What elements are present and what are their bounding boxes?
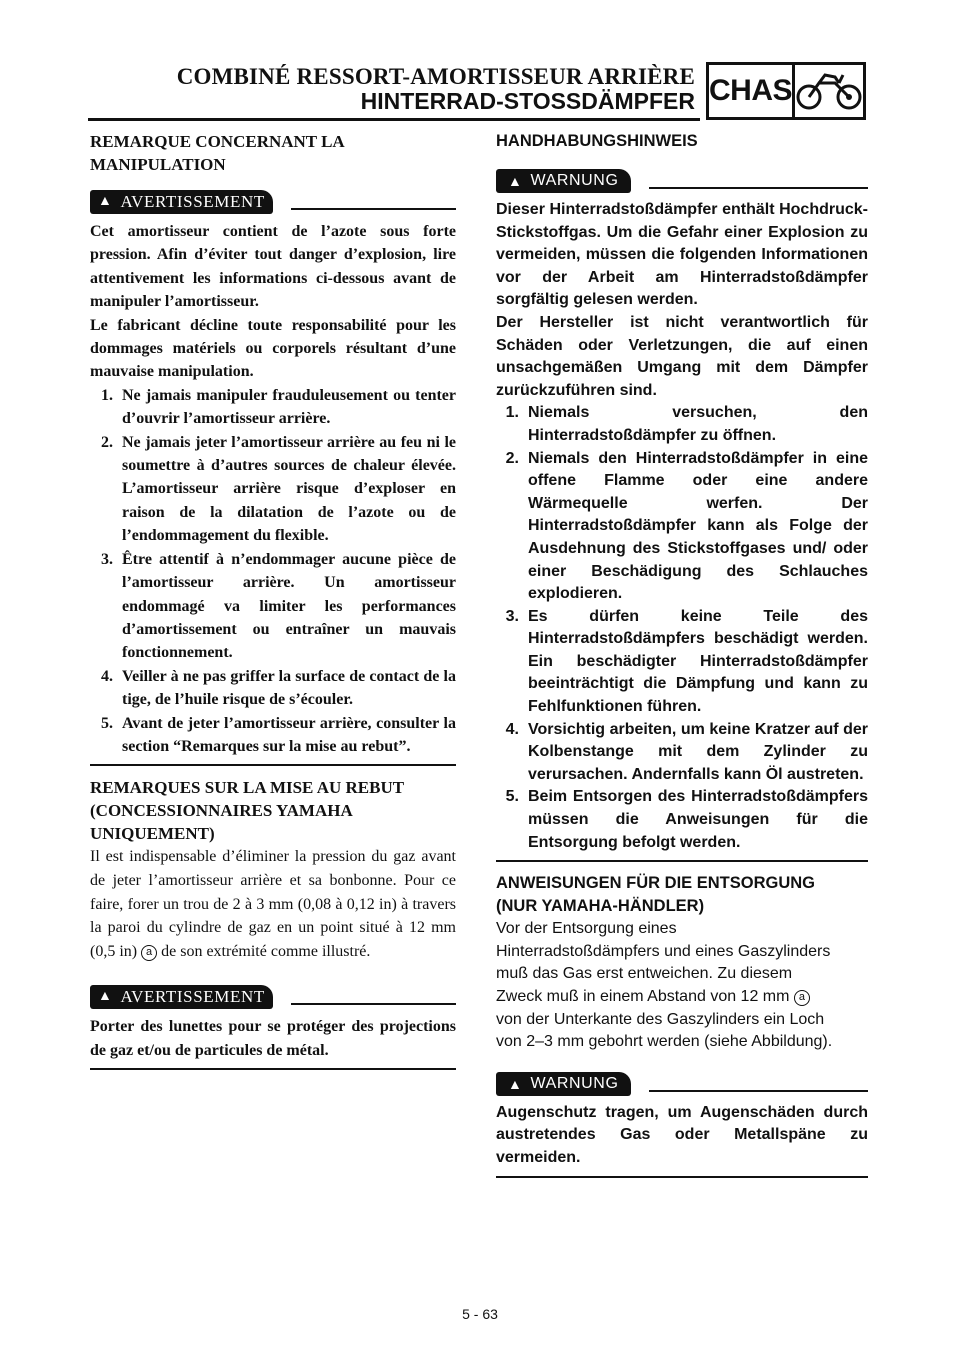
fr-warning-end-rule — [90, 764, 456, 766]
de-item-num: 2. — [505, 449, 519, 467]
fr-disposal-text-after: de son extrémité comme illustré. — [161, 942, 371, 960]
warning-triangle-icon: ▲ — [98, 194, 113, 209]
fr-warning-badge — [90, 190, 273, 214]
de-list-item — [496, 606, 868, 719]
de-warning2-badge — [496, 1072, 631, 1096]
fr-heading: REMARQUE CONCERNANT LA MANIPULATION — [90, 132, 344, 174]
fr-warning2-badge — [90, 985, 273, 1009]
page-number: 5 - 63 — [462, 1306, 498, 1322]
fr-item-text: Ne jamais jeter l’amortisseur arrière au feu ni le soumettre à d’autres sources de chaleur élevée. L’amortisseur arrière risque d’exploser en raison de la dilatation de l’azote ou de l’endommagement du flexible. — [122, 433, 456, 545]
fr-disposal-text — [90, 845, 456, 963]
warning-triangle-icon: ▲ — [98, 989, 113, 1005]
de-warning-p1: Dieser Hinterradstoßdämpfer enthält Hochdruck-Stickstoffgas. Um die Gefahr einer Explosion zu vermeiden, müssen die folgenden Informationen vor der Arbeit am Hinterradstoßdämpfer sorgfältig gelesen werden. — [496, 201, 868, 309]
fr-warning-body — [90, 220, 456, 758]
fr-item-text: Avant de jeter l’amortisseur arrière, consulter la section “Remarques sur la mise au rebut”. — [122, 714, 456, 755]
fr-warning2-line — [291, 1003, 456, 1005]
de-item-num: 3. — [505, 607, 519, 625]
fr-warning2-label: AVERTISSEMENT — [120, 987, 265, 1007]
de-item-text: Vorsichtig arbeiten, um keine Kratzer auf der Kolbenstange mit dem Zylinder zu verursachen. Andernfalls kann Öl austreten. — [528, 720, 868, 783]
fr-item-num: 2. — [101, 433, 113, 451]
de-disposal-text-before: Vor der Entsorgung eines Hinterradstoßdämpfers und eines Gaszylinders muß das Gas erst entweichen. Zu diesem Zweck muß in einem Abstand von 12 mm — [496, 920, 831, 1005]
de-item-num: 1. — [505, 404, 519, 422]
de-item-text: Es dürfen keine Teile des Hinterradstoßdämpfers beschädigt werden. Ein beschädigter Hinterradstoßdämpfer beeinträchtigt die Dämpfung und kann zu Fehlfunktionen führen. — [528, 607, 868, 716]
fr-warning-p2: Le fabricant décline toute responsabilité pour les dommages matériels ou corporels résultant d’une mauvaise manipulation. — [90, 316, 456, 381]
fr-list-item — [90, 431, 456, 548]
fr-warning-label: AVERTISSEMENT — [120, 192, 265, 211]
fr-list-item — [90, 712, 456, 759]
de-list-item — [496, 448, 868, 606]
section-label: CHAS — [709, 65, 795, 117]
warning-triangle-icon: ▲ — [508, 1075, 523, 1092]
de-warning2-label: WARNUNG — [530, 1074, 619, 1092]
fr-item-text: Être attentif à n’endommager aucune pièce de l’amortisseur arrière. Un amortisseur endommagé va limiter les performances d’amortissement ou entraîner un mauvais fonctionnement. — [122, 550, 456, 662]
de-warning-p2: Der Hersteller ist nicht verantwortlich für Schäden oder Verletzungen, die auf einen unsachgemäßen Umgang mit dem Dämpfer zurückzuführen sind. — [496, 313, 868, 399]
de-item-num: 5. — [505, 788, 519, 806]
motorcycle-icon — [795, 65, 863, 117]
fr-disposal-heading: REMARQUES SUR LA MISE AU REBUT (CONCESSIONNAIRES YAMAHA UNIQUEMENT) — [90, 778, 404, 844]
fr-warning-header — [90, 190, 456, 214]
de-warning-end-rule — [496, 860, 868, 862]
de-warning-badge — [496, 169, 631, 193]
fr-disposal-text-before: Il est indispensable d’éliminer la pression du gaz avant de jeter l’amortisseur arrière et sa bonbonne. Pour ce faire, forer un trou de 2 à 3 mm (0,08 à 0,12 in) à travers la paroi du cylindre de gaz en un point situé à 12 mm (0,5 in) — [90, 848, 456, 960]
fr-warning2-text: Porter des lunettes pour se protéger des projections de gaz et/ou de particules de métal. — [90, 1018, 456, 1059]
fr-list-item — [90, 548, 456, 665]
marker-a: a — [141, 945, 157, 961]
fr-item-text: Veiller à ne pas griffer la surface de contact de la tige, de l’huile risque de s’écouler. — [122, 667, 456, 709]
de-disposal-heading: ANWEISUNGEN FÜR DIE ENTSORGUNG (NUR YAMAHA-HÄNDLER) — [496, 874, 816, 916]
warning-triangle-icon: ▲ — [508, 173, 523, 189]
de-item-text: Niemals versuchen, den Hinterradstoßdämpfer zu öffnen. — [528, 404, 868, 444]
de-list-item — [496, 786, 868, 854]
fr-warning2-end-rule — [90, 1068, 456, 1070]
de-item-list — [496, 402, 868, 854]
fr-item-num: 5. — [101, 714, 113, 732]
fr-warning2-header — [90, 985, 456, 1009]
column-german — [496, 130, 868, 1178]
header-title-de: HINTERRAD-STOSSDÄMPFER — [360, 88, 695, 114]
fr-item-num: 1. — [101, 386, 113, 404]
de-heading: HANDHABUNGSHINWEIS — [496, 132, 698, 150]
de-disposal-text — [496, 918, 836, 1054]
fr-item-num: 4. — [101, 667, 113, 685]
fr-item-list — [90, 384, 456, 759]
fr-warning-line — [291, 208, 456, 210]
fr-warning-p1: Cet amortisseur contient de l’azote sous forte pression. Afin d’éviter tout danger d’explosion, lire attentivement les informations ci-dessous avant de manipuler l’amortisseur. — [90, 223, 456, 311]
de-warning2-header — [496, 1072, 868, 1096]
de-warning2-end-rule — [496, 1176, 868, 1178]
de-item-text: Niemals den Hinterradstoßdämpfer in eine offene Flamme oder eine andere Wärmequelle werfen. Der Hinterradstoßdämpfer kann als Folge der Ausdehnung des Stickstoffgases und/ oder einer Beschädigung des Schlauches explodieren. — [528, 449, 868, 603]
fr-item-num: 3. — [101, 550, 113, 568]
de-warning-line — [649, 187, 868, 189]
de-item-num: 4. — [505, 720, 519, 738]
fr-item-text: Ne jamais manipuler frauduleusement ou tenter d’ouvrir l’amortisseur arrière. — [122, 386, 456, 428]
section-badge — [706, 62, 866, 120]
column-french — [90, 130, 456, 1070]
de-disposal-text-after: von der Unterkante des Gaszylinders ein Loch von 2–3 mm gebohrt werden (siehe Abbildung). — [496, 1010, 833, 1051]
de-warning-header — [496, 169, 868, 193]
de-item-text: Beim Entsorgen des Hinterradstoßdämpfers müssen die Anweisungen für die Entsorgung befolgt werden. — [528, 788, 868, 851]
header-title-fr: COMBINÉ RESSORT-AMORTISSEUR ARRIÈRE — [176, 64, 695, 89]
de-list-item — [496, 402, 868, 447]
marker-a: a — [794, 990, 810, 1006]
fr-list-item — [90, 384, 456, 431]
de-warning2-line — [649, 1090, 868, 1092]
de-warning2-text: Augenschutz tragen, um Augenschäden durch austretendes Gas oder Metallspäne zu vermeiden. — [496, 1103, 868, 1166]
header-rule — [88, 118, 700, 121]
de-warning-body — [496, 199, 868, 854]
fr-list-item — [90, 665, 456, 712]
de-list-item — [496, 719, 868, 787]
de-warning-label: WARNUNG — [530, 172, 619, 189]
